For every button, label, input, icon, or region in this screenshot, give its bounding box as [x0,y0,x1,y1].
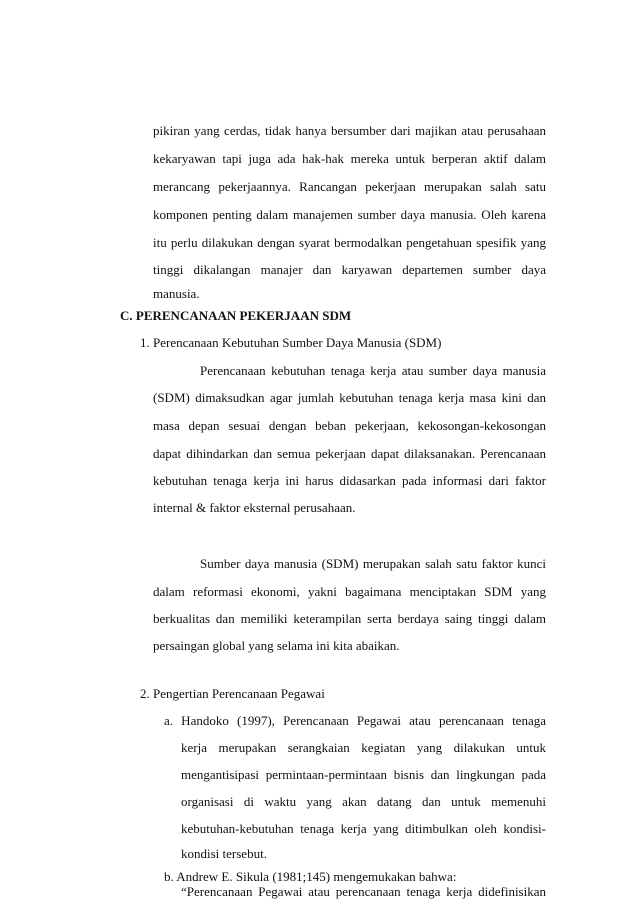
intro-line-3: merancang pekerjaannya. Rancangan pekerjaan merupakan salah satu [153,179,546,194]
intro-line-7: manusia. [153,286,200,301]
item1-title: 1. Perencanaan Kebutuhan Sumber Daya Manusia (SDM) [140,335,442,350]
item2a-line-4: organisasi di waktu yang akan datang dan untuk memenuhi [181,794,546,809]
section-heading: C. PERENCANAAN PEKERJAAN SDM [120,308,352,323]
item1-para2-line-2: dalam reformasi ekonomi, yakni bagaimana menciptakan SDM yang [153,584,546,599]
item1-para1-line-2: (SDM) dimaksudkan agar jumlah kebutuhan tenaga kerja masa kini dan [153,390,546,405]
item1-para2-line-3: berkualitas dan memiliki keterampilan serta berdaya saing tinggi dalam [153,611,546,626]
item2a-line-1: a. Handoko (1997), Perencanaan Pegawai atau perencanaan tenaga [164,713,546,728]
intro-line-5: itu perlu dilakukan dengan syarat bermodalkan pengetahuan spesifik yang [153,235,546,250]
item2a-line-2: kerja merupakan serangkaian kegiatan yang dilakukan untuk [181,740,546,755]
item1-para1-line-4: dapat dihindarkan dan semua pekerjaan dapat dilaksanakan. Perencanaan [153,446,546,461]
intro-line-1: pikiran yang cerdas, tidak hanya bersumber dari majikan atau perusahaan [153,123,546,138]
item2a-line-6: kondisi tersebut. [181,846,267,861]
item2a-line-3: mengantisipasi permintaan-permintaan bisnis dan lingkungan pada [181,767,546,782]
item2b-line-2: “Perencanaan Pegawai atau perencanaan tenaga kerja didefinisikan [181,884,546,899]
item1-para1-line-6: internal & faktor eksternal perusahaan. [153,500,356,515]
intro-line-4: komponen penting dalam manajemen sumber daya manusia. Oleh karena [153,207,546,222]
item1-para2-line-1: Sumber daya manusia (SDM) merupakan salah satu faktor kunci [200,556,546,571]
item1-para2-line-4: persaingan global yang selama ini kita abaikan. [153,638,400,653]
item2b-line-1: b. Andrew E. Sikula (1981;145) mengemukakan bahwa: [164,869,457,884]
item1-para1-line-3: masa depan sesuai dengan beban pekerjaan, kekosongan-kekosongan [153,418,546,433]
intro-line-2: kekaryawan tapi juga ada hak-hak mereka untuk berperan aktif dalam [153,151,546,166]
item1-para1-line-5: kebutuhan tenaga kerja ini harus didasarkan pada informasi dari faktor [153,473,546,488]
item2-title: 2. Pengertian Perencanaan Pegawai [140,686,325,701]
item1-para1-line-1: Perencanaan kebutuhan tenaga kerja atau sumber daya manusia [200,363,546,378]
item2a-line-5: kebutuhan-kebutuhan tenaga kerja yang ditimbulkan oleh kondisi- [181,821,546,836]
intro-line-6: tinggi dikalangan manajer dan karyawan departemen sumber daya [153,262,546,277]
